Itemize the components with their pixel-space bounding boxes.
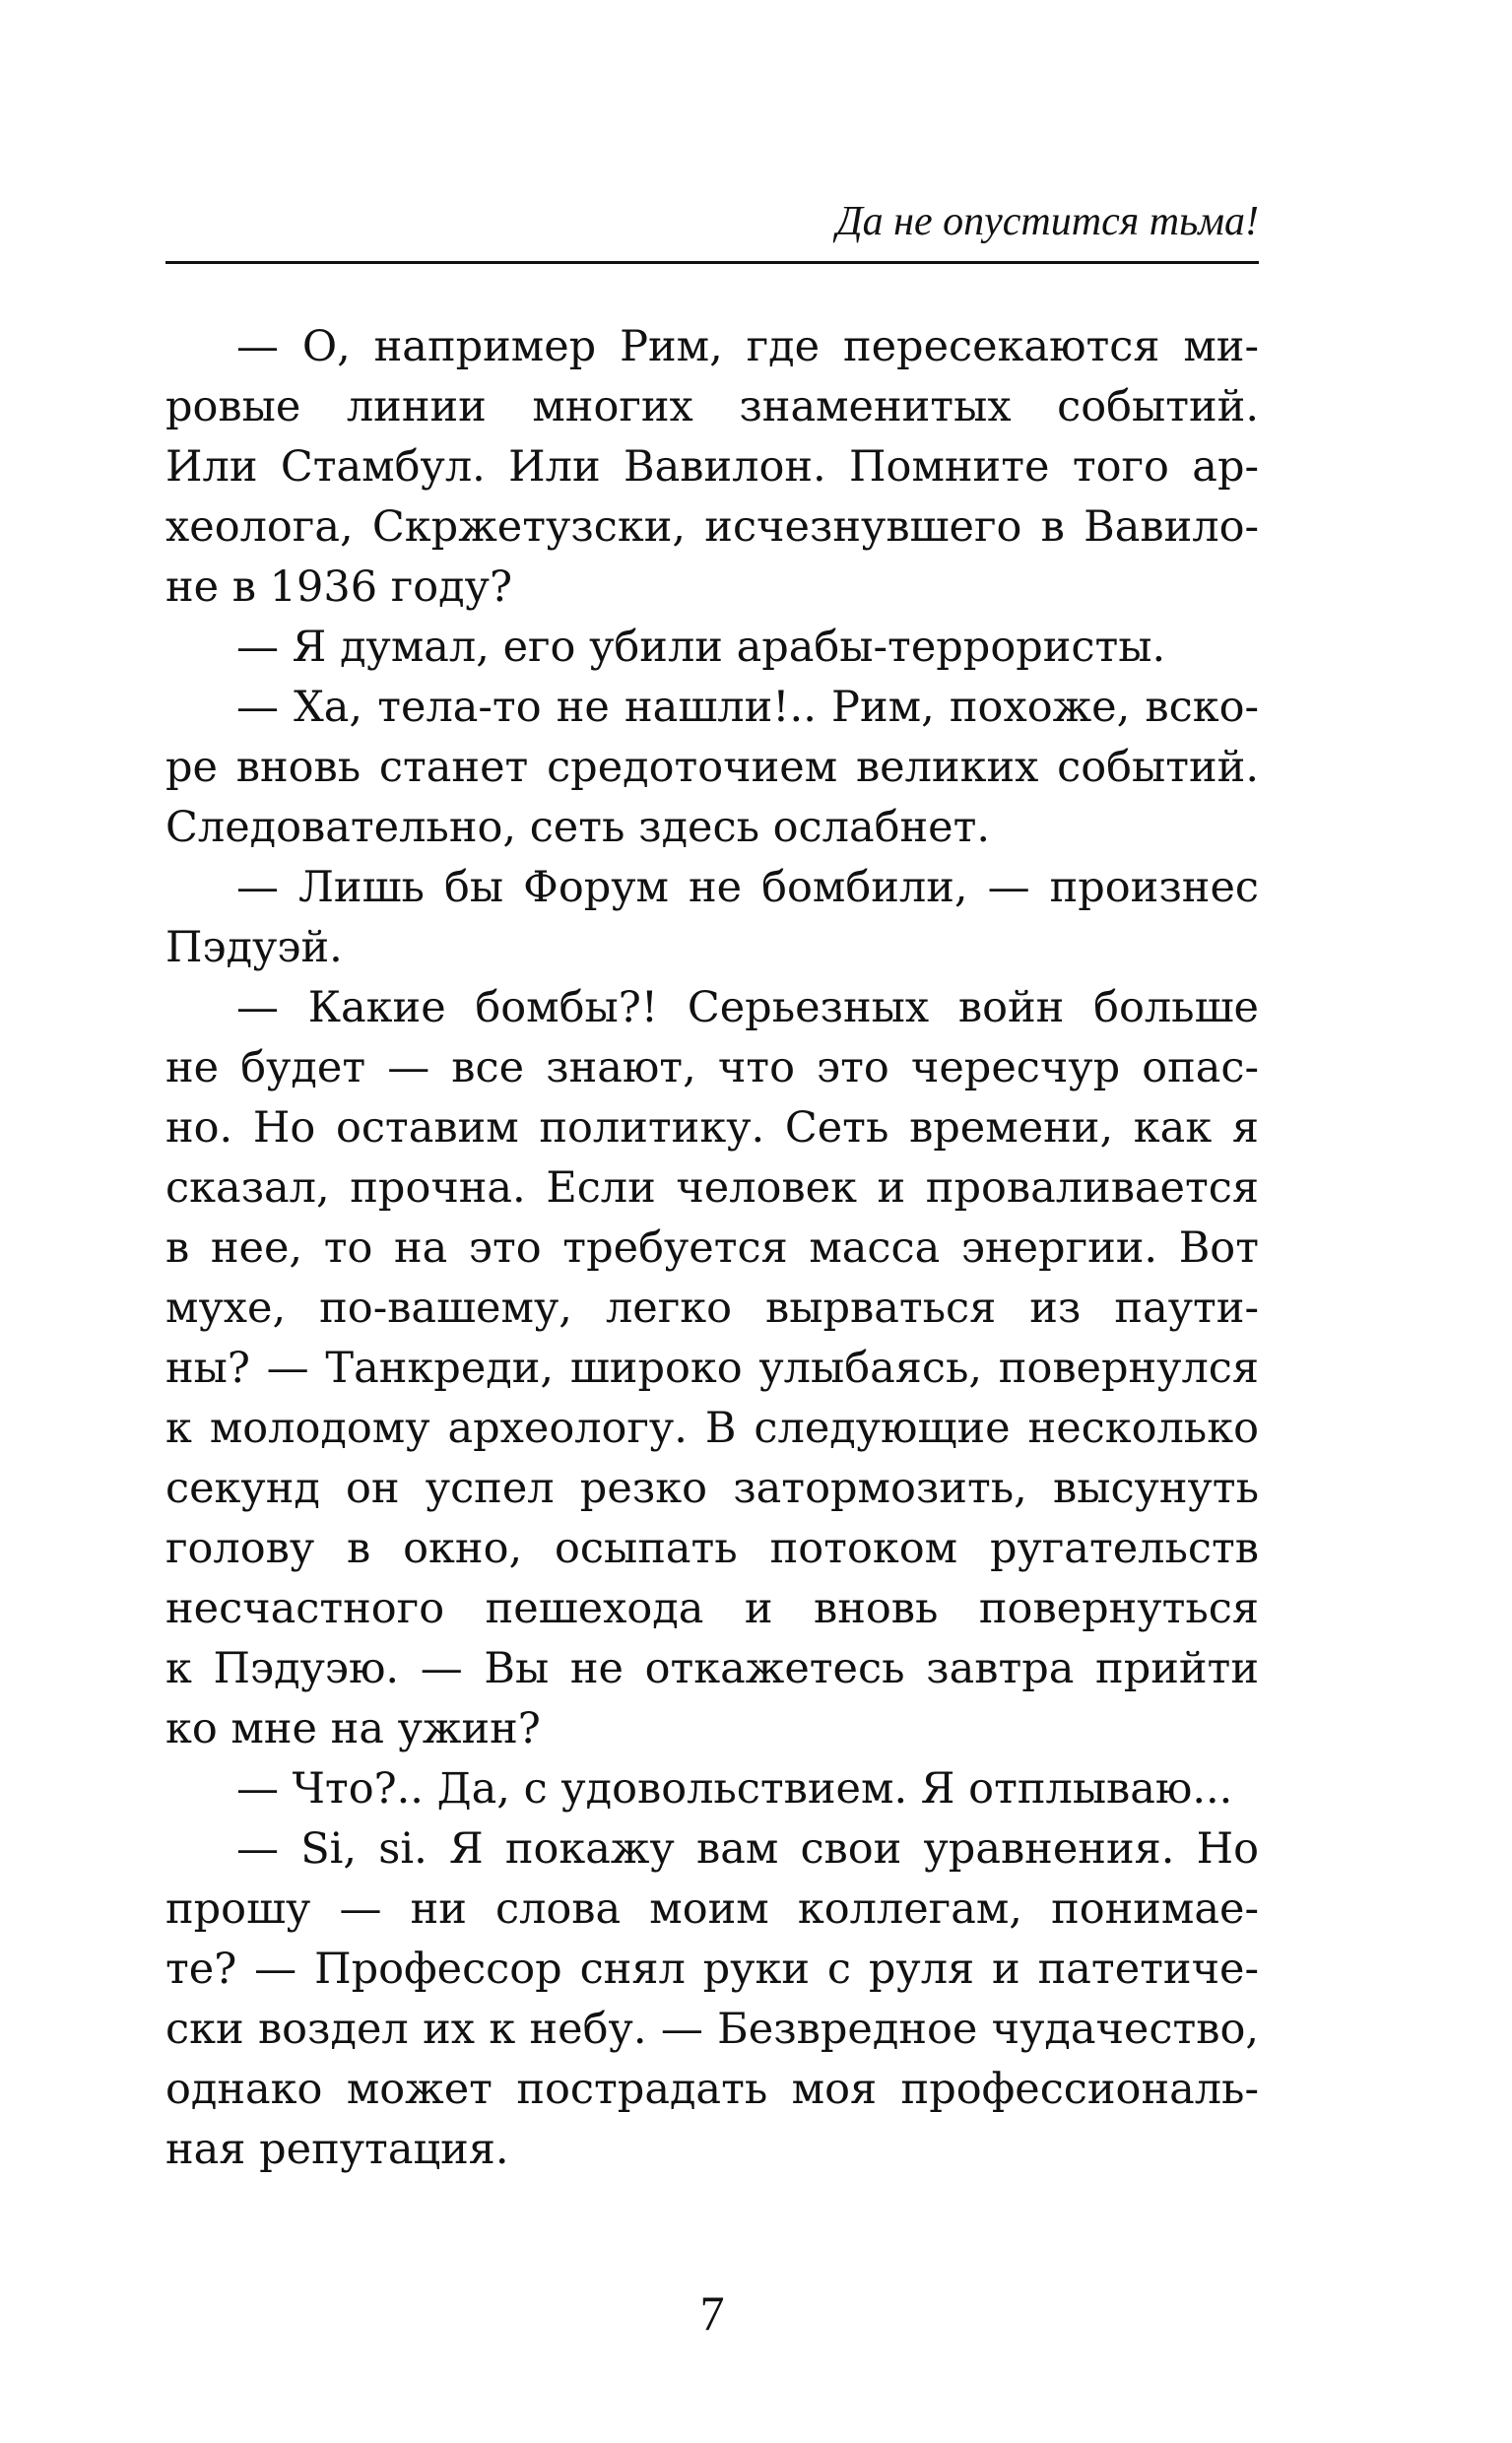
body-text [165,317,1259,2180]
text-line: Или Стамбул. Или Вавилон. Помните того ар- [165,442,1259,492]
text-line: в нее, то на это требуется масса энергии. Вот [165,1223,1259,1273]
text-line: но. Но оставим политику. Сеть времени, как я [165,1103,1259,1153]
text-line: к молодому археологу. В следующие несколько [165,1404,1259,1453]
text-line: Пэдуэй. [165,923,343,972]
text-line: Следовательно, сеть здесь ослабнет. [165,803,991,852]
text-line: ны? — Танкреди, широко улыбаясь, повернулся [165,1344,1259,1393]
text-line: ре вновь станет средоточием великих событий. [165,743,1259,792]
text-line: не будет — все знают, что это чересчур опас- [165,1043,1259,1092]
text-line: ко мне на ужин? [165,1704,541,1753]
text-line: ная репутация. [165,2125,509,2174]
text-line: несчастного пешехода и вновь повернуться [165,1584,1259,1633]
text-line: — Лишь бы Форум не бомбили, — произнес [236,863,1259,912]
text-line: прошу — ни слова моим коллегам, понимае- [165,1884,1259,1934]
text-line: — Что?.. Да, с удовольствием. Я отплываю... [236,1764,1233,1814]
running-title: Да не опустится тьма! [835,199,1259,244]
header-rule [165,261,1259,264]
text-line: секунд он успел резко затормозить, высунуть [165,1464,1259,1513]
text-line: сказал, прочна. Если человек и проваливается [165,1163,1259,1213]
text-line: к Пэдуэю. — Вы не откажетесь завтра прийти [165,1644,1259,1693]
text-line: — Si, si. Я покажу вам свои уравнения. Но [236,1824,1259,1874]
text-line: мухе, по-вашему, легко вырваться из паути- [165,1284,1259,1333]
text-line: хеолога, Скржетузски, исчезнувшего в Вавило- [165,502,1259,552]
text-line: — Ха, тела-то не нашли!.. Рим, похоже, вско- [236,683,1259,732]
text-line: однако может пострадать моя профессиональ- [165,2065,1259,2114]
page-number: 7 [699,2285,725,2341]
text-line: голову в окно, осыпать потоком ругательств [165,1524,1259,1573]
text-line: — О, например Рим, где пересекаются ми- [236,322,1259,371]
text-line: те? — Профессор снял руки с руля и патетиче- [165,1945,1259,1994]
text-line: — Я думал, его убили арабы-террористы. [236,623,1166,672]
text-line: — Какие бомбы?! Серьезных войн больше [236,983,1259,1032]
text-line: ски воздел их к небу. — Безвредное чудачество, [165,2005,1259,2054]
text-line: не в 1936 году? [165,562,512,612]
text-line: ровые линии многих знаменитых событий. [165,382,1259,431]
